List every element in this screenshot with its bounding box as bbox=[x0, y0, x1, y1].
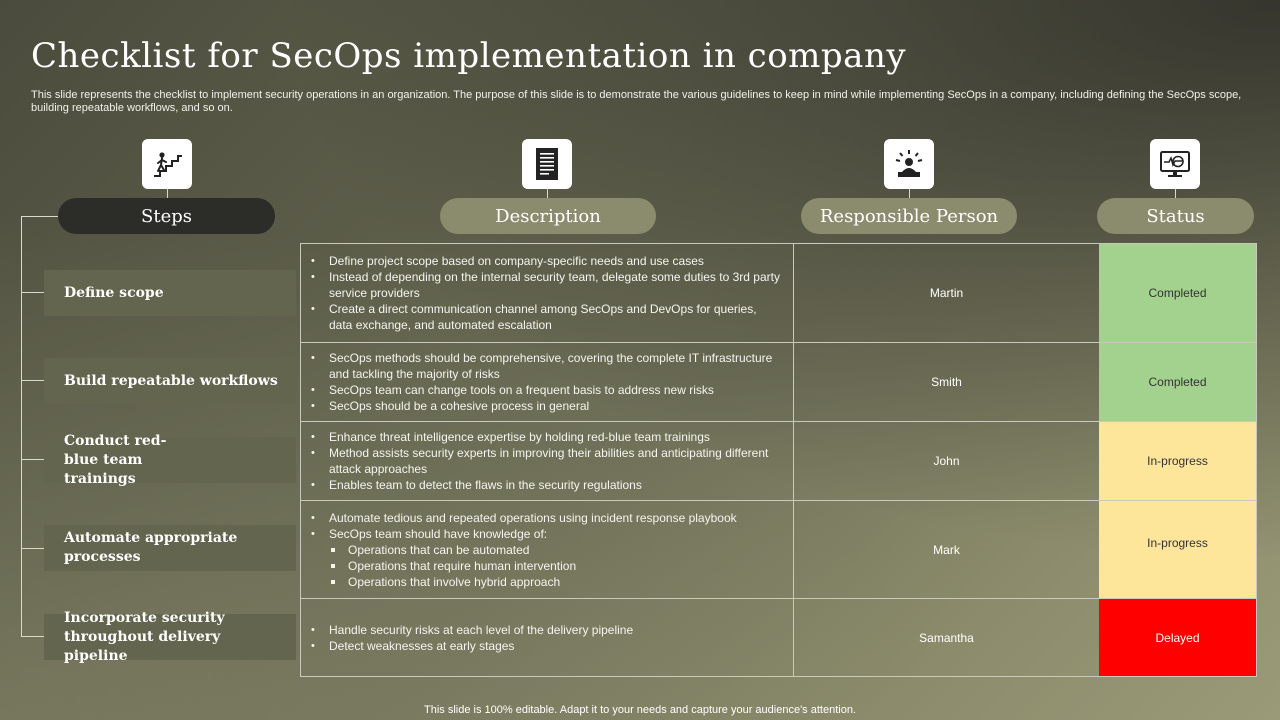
description-cell bbox=[301, 244, 794, 342]
steps-tree-top-branch bbox=[21, 216, 58, 217]
footer-note: This slide is 100% editable. Adapt it to your needs and capture your audience's attention. bbox=[424, 704, 856, 716]
steps-header-icon-box bbox=[142, 139, 192, 189]
steps-tree-branch bbox=[21, 548, 44, 549]
description-cell bbox=[301, 422, 794, 500]
table-row bbox=[301, 244, 1256, 342]
responsible-person-cell: Martin bbox=[929, 286, 964, 300]
step-automate-processes: Automate appropriate processes bbox=[44, 525, 296, 571]
responsible-icon-connector bbox=[909, 189, 910, 198]
status-header-icon-box bbox=[1150, 139, 1200, 189]
description-cell bbox=[301, 599, 794, 676]
description-header: Description bbox=[440, 198, 656, 234]
description-bullet: • SecOps team should have knowledge of: bbox=[311, 526, 781, 542]
responsible-person-cell: Samantha bbox=[919, 630, 974, 645]
step-build-repeatable-workflows: Build repeatable workflows bbox=[44, 358, 296, 404]
description-list bbox=[311, 429, 781, 493]
monitor-chart-icon bbox=[1158, 149, 1192, 179]
table-row bbox=[301, 598, 1256, 676]
presenter-icon bbox=[892, 148, 926, 180]
description-bullet: • SecOps methods should be comprehensive, covering the complete IT infrastructure and tackling the majority of risks bbox=[311, 350, 781, 382]
description-bullet: • Create a direct communication channel among SecOps and DevOps for queries, data exchange, and automated escalation bbox=[311, 301, 781, 333]
steps-tree-branch bbox=[21, 459, 44, 460]
status-icon-connector bbox=[1175, 189, 1176, 198]
description-list bbox=[311, 350, 781, 414]
responsible-person-cell: John bbox=[933, 454, 960, 468]
description-sub-bullet: Operations that can be automated bbox=[311, 542, 781, 558]
table-row bbox=[301, 342, 1256, 421]
responsible-person-header: Responsible Person bbox=[801, 198, 1017, 234]
page-title: Checklist for SecOps implementation in company bbox=[31, 36, 907, 76]
steps-tree-branch bbox=[21, 636, 44, 637]
table-row bbox=[301, 500, 1256, 598]
status-cell-completed: Completed bbox=[1099, 343, 1256, 421]
description-bullet: • Enables team to detect the flaws in the security regulations bbox=[311, 477, 781, 493]
status-cell-completed: Completed bbox=[1099, 244, 1256, 342]
status-header: Status bbox=[1097, 198, 1254, 234]
status-cell-delayed: Delayed bbox=[1099, 599, 1256, 676]
steps-tree-line bbox=[21, 216, 22, 637]
steps-icon-connector bbox=[167, 189, 168, 198]
status-cell-in-progress: In-progress bbox=[1099, 501, 1256, 598]
description-icon-connector bbox=[547, 189, 548, 198]
step-conduct-red-blue-trainings: Conduct red-blue team trainings bbox=[44, 437, 296, 483]
steps-tree-branch bbox=[21, 292, 44, 293]
description-bullet: • SecOps should be a cohesive process in general bbox=[311, 398, 781, 414]
steps-tree-branch bbox=[21, 380, 44, 381]
description-bullet: • Enhance threat intelligence expertise by holding red-blue team trainings bbox=[311, 429, 781, 445]
description-sub-bullet: Operations that involve hybrid approach bbox=[311, 574, 781, 590]
responsible-person-cell: Smith bbox=[931, 375, 962, 389]
responsible-person-cell: Mark bbox=[933, 542, 960, 557]
description-bullet: • Instead of depending on the internal security team, delegate some duties to 3rd party service providers bbox=[311, 269, 781, 301]
description-bullet: • Automate tedious and repeated operations using incident response playbook bbox=[311, 510, 781, 526]
description-bullet: • Detect weaknesses at early stages bbox=[311, 638, 781, 654]
step-incorporate-security: Incorporate security throughout delivery pipeline bbox=[44, 614, 296, 660]
document-icon bbox=[534, 147, 560, 181]
description-cell bbox=[301, 501, 794, 598]
description-cell bbox=[301, 343, 794, 421]
status-cell-in-progress: In-progress bbox=[1099, 422, 1256, 500]
stairs-climber-icon bbox=[150, 149, 184, 179]
description-sub-bullet: Operations that require human intervention bbox=[311, 558, 781, 574]
description-header-icon-box bbox=[522, 139, 572, 189]
checklist-table bbox=[300, 243, 1257, 677]
step-define-scope: Define scope bbox=[44, 270, 296, 316]
page-subtitle: This slide represents the checklist to implement security operations in an organization. The purpose of this slide is to demonstrate the various guidelines to keep in mind while implementing SecOps in a company, including defining the SecOps scope, building repeatable workflows, and so on. bbox=[31, 89, 1242, 114]
responsible-header-icon-box bbox=[884, 139, 934, 189]
description-bullet: • Method assists security experts in improving their abilities and anticipating different attack approaches bbox=[311, 445, 781, 477]
table-row bbox=[301, 421, 1256, 500]
description-list bbox=[311, 622, 781, 654]
steps-header: Steps bbox=[58, 198, 275, 234]
description-bullet: • Handle security risks at each level of the delivery pipeline bbox=[311, 622, 781, 638]
description-list bbox=[311, 253, 781, 333]
description-list bbox=[311, 510, 781, 590]
description-bullet: • SecOps team can change tools on a frequent basis to address new risks bbox=[311, 382, 781, 398]
description-bullet: • Define project scope based on company-specific needs and use cases bbox=[311, 253, 781, 269]
